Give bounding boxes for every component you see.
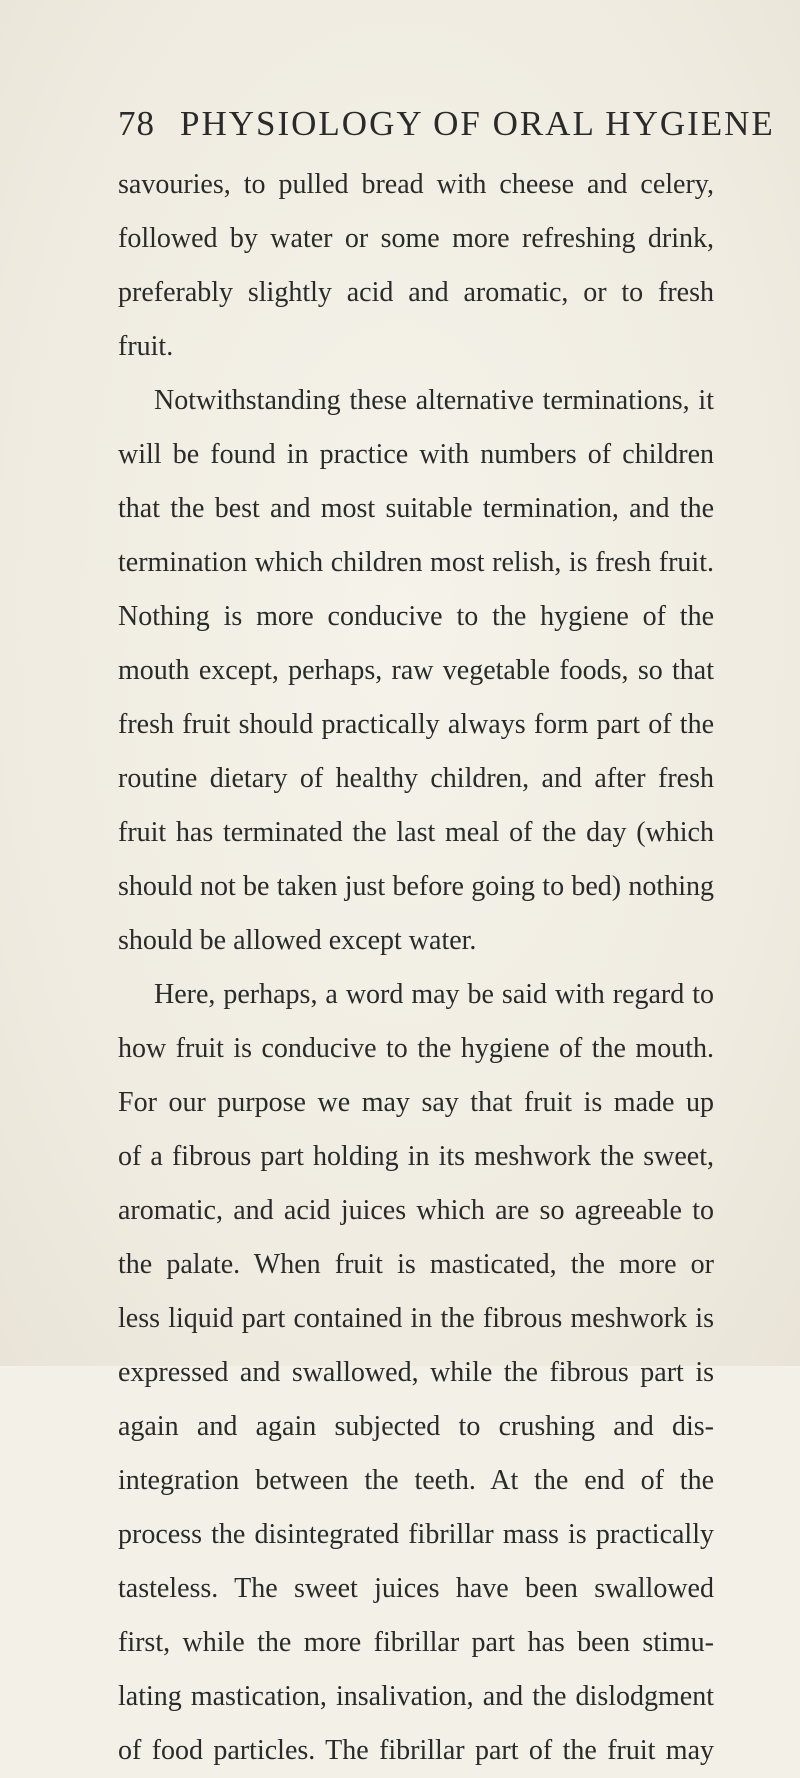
running-title: PHYSIOLOGY OF ORAL HYGIENE — [180, 104, 775, 143]
text-line: For our purpose we may say that fruit is made up — [118, 1087, 714, 1118]
page-number: 78 — [118, 104, 155, 143]
text-line: of a fibrous part holding in its meshwork the sweet, — [118, 1141, 714, 1172]
body-text — [118, 158, 714, 1778]
text-line: savouries, to pulled bread with cheese and celery, — [118, 169, 714, 200]
text-line: fruit. — [118, 331, 174, 362]
text-line: will be found in practice with numbers of children — [118, 439, 714, 470]
text-line: should be allowed except water. — [118, 925, 477, 956]
text-line: Here, perhaps, a word may be said with regard to — [154, 979, 714, 1010]
text-line: Nothing is more conducive to the hygiene of the — [118, 601, 714, 632]
text-line: process the disintegrated fibrillar mass is practically — [118, 1519, 714, 1550]
text-line: again and again subjected to crushing and dis- — [118, 1411, 714, 1442]
text-line: preferably slightly acid and aromatic, or to fresh — [118, 277, 714, 308]
text-line: fruit has terminated the last meal of the day (which — [118, 817, 714, 848]
text-line: less liquid part contained in the fibrous meshwork is — [118, 1303, 714, 1334]
text-line: tasteless. The sweet juices have been swallowed — [118, 1573, 714, 1604]
text-line: first, while the more fibrillar part has been stimu- — [118, 1627, 714, 1658]
text-line: aromatic, and acid juices which are so agreeable to — [118, 1195, 714, 1226]
text-line: how fruit is conducive to the hygiene of the mouth. — [118, 1033, 714, 1064]
text-line: mouth except, perhaps, raw vegetable foods, so that — [118, 655, 714, 686]
text-line: that the best and most suitable termination, and the — [118, 493, 714, 524]
text-line: termination which children most relish, is fresh fruit. — [118, 547, 714, 578]
text-line: integration between the teeth. At the end of the — [118, 1465, 714, 1496]
text-line: the palate. When fruit is masticated, the more or — [118, 1249, 714, 1280]
running-head — [118, 100, 775, 148]
text-line: should not be taken just before going to bed) nothing — [118, 871, 714, 902]
text-line: fresh fruit should practically always form part of the — [118, 709, 714, 740]
text-line: routine dietary of healthy children, and after fresh — [118, 763, 714, 794]
text-line: of food particles. The fibrillar part of the fruit may — [118, 1735, 714, 1766]
text-line: Notwithstanding these alternative terminations, it — [154, 385, 714, 416]
text-line: followed by water or some more refreshing drink, — [118, 223, 714, 254]
text-line: lating mastication, insalivation, and the dislodgment — [118, 1681, 714, 1712]
text-line: expressed and swallowed, while the fibrous part is — [118, 1357, 714, 1388]
